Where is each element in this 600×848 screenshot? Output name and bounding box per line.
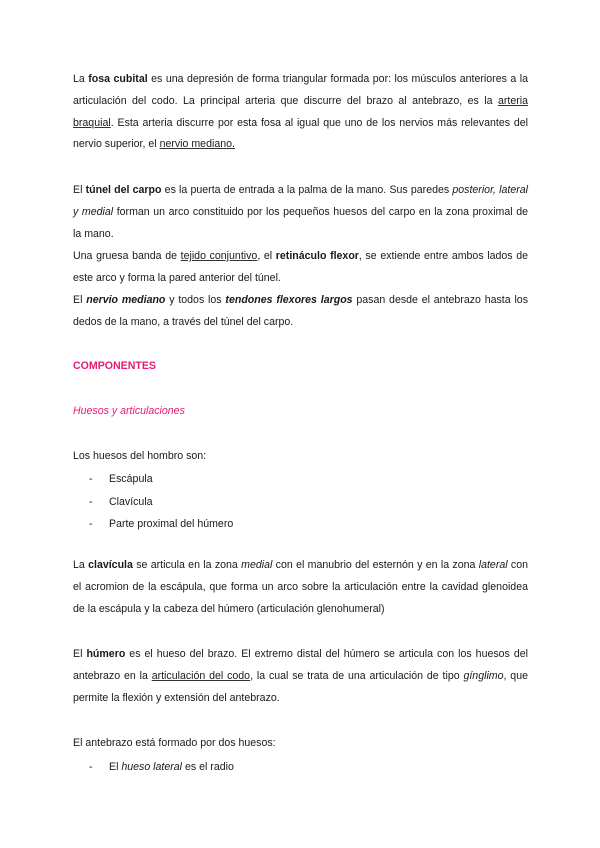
subheading-huesos: Huesos y articulaciones [73,405,185,417]
term-nervio-mediano: nervio mediano. [159,138,235,151]
text: , que permite la flexión y extensión del antebrazo. [73,669,528,704]
text: es el radio [182,761,234,773]
text: El [73,184,86,196]
list-item [89,756,519,779]
term-tendones-flexores: tendones flexores largos [225,294,353,306]
paragraph-nervio-tendones [73,290,528,334]
term-clavicula: clavícula [88,559,133,571]
term-articulacion-codo: articulación del codo [151,669,251,682]
term-paredes: posterior, lateral y medial [73,184,528,218]
text: es el hueso del brazo. El extremo distal del húmero se articula con los huesos del antebrazo en la [73,648,528,682]
term-tejido-conjuntivo: tejido conjuntivo [180,250,258,262]
paragraph-fosa-cubital [73,69,528,156]
text: con el acromion de la escápula, que forma un arco sobre la articulación entre la cavidad glenoidea de la escápula y la cabeza del húmero (articulación glenohumeral) [73,559,528,615]
term-ginglimo: gínglimo [463,669,504,682]
text: se articula en la zona [132,559,242,571]
list-item: - Parte proximal del húmero [89,513,519,536]
paragraph-clavicula [73,555,528,620]
term-tunel-carpo: túnel del carpo [85,184,162,196]
forearm-intro: El antebrazo está formado por dos huesos: [73,737,276,749]
paragraph-retinaculo [73,246,528,290]
paragraph-humero [73,644,528,709]
text: La [73,559,89,571]
forearm-list [89,756,519,779]
text: , se extiende entre ambos lados de este arco y forma la pared anterior del túnel. [73,250,529,284]
text: es la puerta de entrada a la palma de la mano. Sus paredes [161,184,453,196]
list-item: - Clavícula [89,491,519,514]
text: , la cual se trata de una articulación de tipo [250,669,464,682]
text: Una gruesa banda de [73,250,181,262]
bones-intro: Los huesos del hombro son: [73,450,207,462]
text: La [73,73,89,85]
term-hueso-lateral: hueso lateral [121,761,183,773]
term-retinaculo-flexor: retináculo flexor [275,250,359,262]
paragraph-tunel-carpo [73,180,528,245]
term-humero: húmero [86,648,126,660]
section-heading-componentes: COMPONENTES [73,360,156,372]
text: El [73,294,87,306]
text: con el manubrio del esternón y en la zona [272,559,479,571]
list-item: - Escápula [89,468,519,491]
text: forman un arco constituido por los pequeños huesos del carpo en la zona proximal de la mano. [73,205,529,240]
term-fosa-cubital: fosa cubital [88,73,148,85]
text: El [109,761,122,773]
text: El [73,648,87,660]
text: y todos los [165,294,226,306]
term-arteria-braquial: arteria braquial [73,94,528,129]
term-lateral: lateral [478,559,508,571]
text: . Esta arteria discurre por esta fosa al igual que uno de los nervios más relevantes del nervio superior, el [73,116,528,151]
term-medial: medial [241,559,273,571]
bones-list [89,468,519,536]
text: es una depresión de forma triangular formada por: los músculos anteriores a la articulación del codo. La principal arteria que discurre del brazo al antebrazo, es la [73,73,528,107]
text: pasan desde el antebrazo hasta los dedos de la mano, a través del túnel del carpo. [73,294,528,328]
text: , el [257,250,276,262]
term-nervio-mediano-2: nervio mediano [86,294,166,306]
